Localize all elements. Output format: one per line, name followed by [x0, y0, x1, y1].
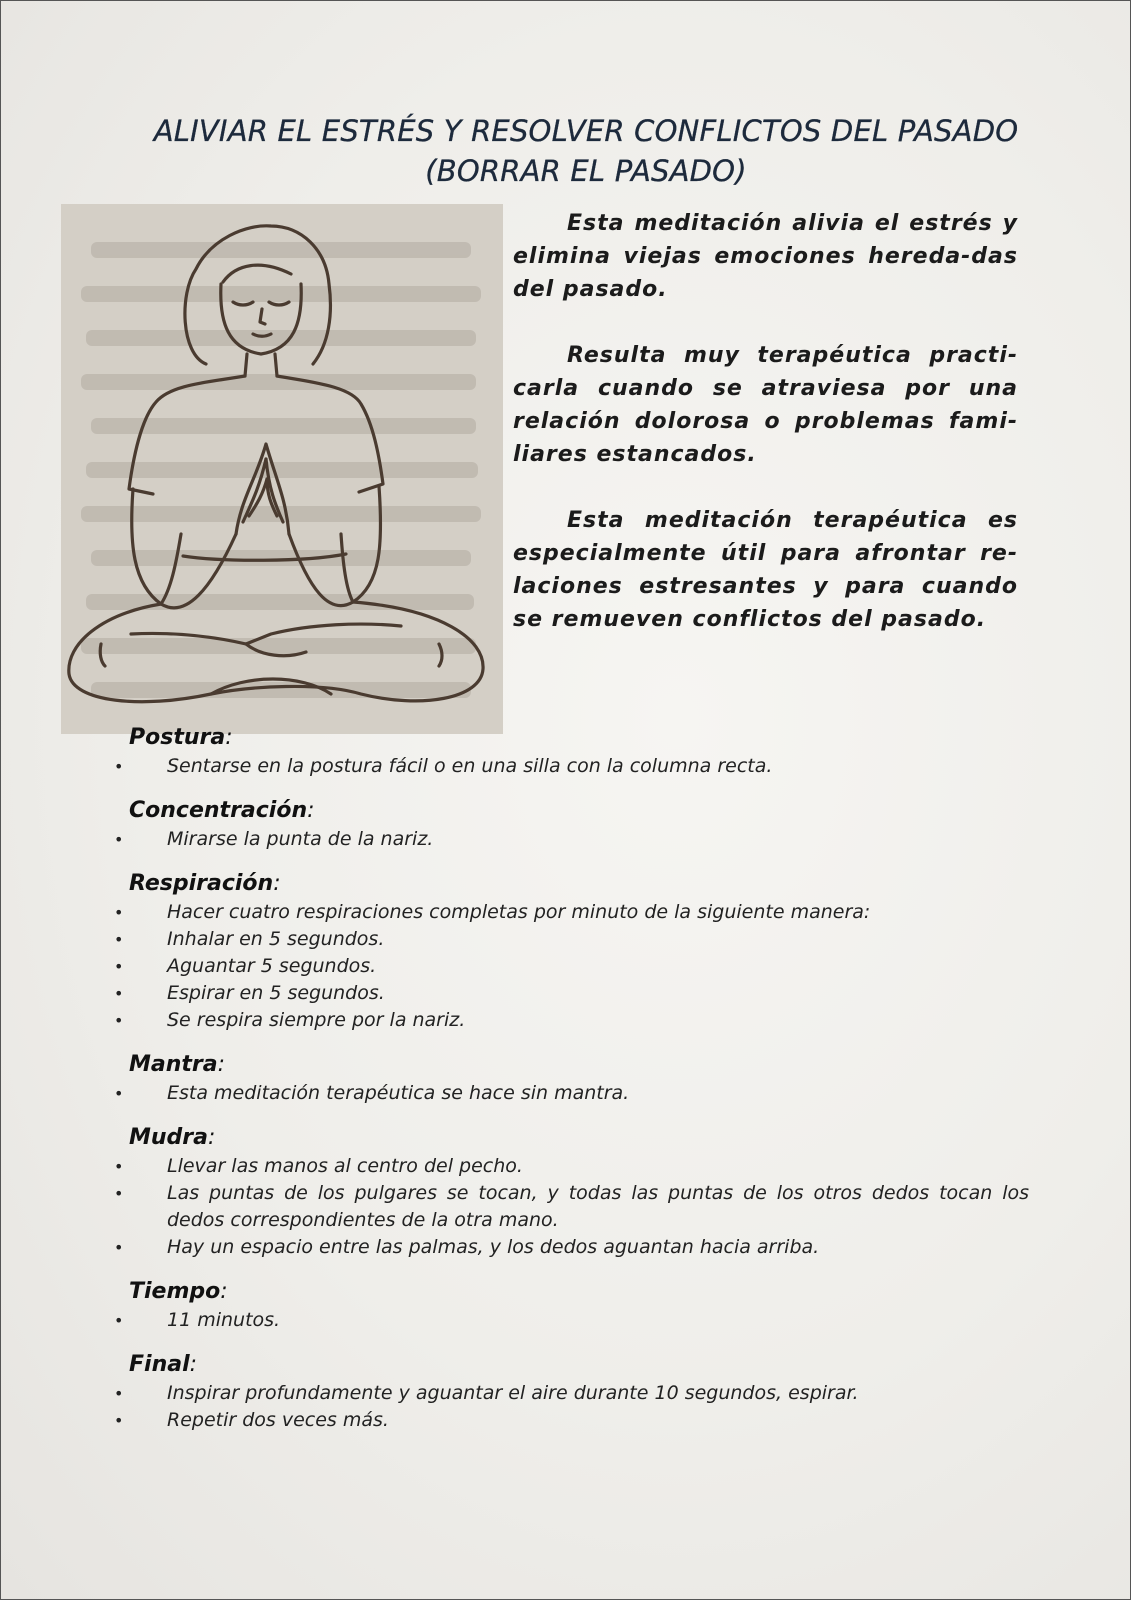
section-heading-label: Mudra: [129, 1125, 208, 1150]
section-heading: [129, 1050, 1029, 1080]
section-heading-colon: :: [225, 725, 233, 750]
list-item: [109, 899, 1029, 926]
bullet-icon: •: [114, 957, 124, 976]
list-item-text: Sentarse en la postura fácil o en una silla con la columna recta.: [167, 755, 773, 777]
list-item-text: Espirar en 5 segundos.: [167, 982, 385, 1004]
section-list: [109, 1080, 1029, 1107]
section-heading-colon: :: [307, 798, 315, 823]
section-heading: [129, 1277, 1029, 1307]
list-item: [109, 1080, 1029, 1107]
list-item: [109, 1307, 1029, 1334]
bullet-icon: •: [114, 1238, 124, 1257]
section-heading-label: Mantra: [129, 1052, 218, 1077]
list-item-text: Inspirar profundamente y aguantar el aire durante 10 segundos, espirar.: [167, 1382, 859, 1404]
bullet-icon: •: [114, 903, 124, 922]
list-item: [109, 1380, 1029, 1407]
section-heading-label: Postura: [129, 725, 226, 750]
intro-paragraph: Resulta muy terapéutica practi-carla cuando se atraviesa por una relación dolorosa o problemas fami-liares estancados.: [513, 343, 1018, 467]
bullet-icon: •: [114, 930, 124, 949]
list-item-text: Aguantar 5 segundos.: [167, 955, 377, 977]
section-heading-label: Concentración: [129, 798, 308, 823]
list-item: [109, 1234, 1029, 1261]
section-list: [109, 826, 1029, 853]
bullet-icon: •: [114, 1184, 124, 1203]
list-item-text: Mirarse la punta de la nariz.: [167, 828, 434, 850]
list-item-text: 11 minutos.: [167, 1309, 281, 1331]
bullet-icon: •: [114, 830, 124, 849]
bullet-icon: •: [114, 1311, 124, 1330]
list-item: [109, 926, 1029, 953]
list-item: [109, 1007, 1029, 1034]
list-item-text: Inhalar en 5 segundos.: [167, 928, 385, 950]
section-heading-label: Respiración: [129, 871, 274, 896]
intro-paragraph: Esta meditación terapéutica es especialmente útil para afrontar re-laciones estresantes y para cuando se remueven conflictos del pasado.: [513, 508, 1018, 632]
list-item-text: Llevar las manos al centro del pecho.: [167, 1155, 523, 1177]
section-heading: [129, 723, 1029, 753]
meditating-woman-illustration: [61, 204, 503, 734]
section-list: [109, 1153, 1029, 1261]
list-item-text: Hacer cuatro respiraciones completas por minuto de la siguiente manera:: [167, 901, 871, 923]
page-title-line1: ALIVIAR EL ESTRÉS Y RESOLVER CONFLICTOS DEL PASADO: [153, 114, 1019, 148]
list-item: [109, 826, 1029, 853]
intro-paragraph: Esta meditación alivia el estrés y elimina viejas emociones hereda-das del pasado.: [513, 211, 1018, 302]
section-list: [109, 1380, 1029, 1434]
section-heading-colon: :: [189, 1352, 198, 1377]
background-text-texture: [81, 242, 481, 698]
list-item: [109, 953, 1029, 980]
section-list: [109, 899, 1029, 1034]
bullet-icon: •: [114, 1011, 124, 1030]
list-item: [109, 1153, 1029, 1180]
page-title-line2: (BORRAR EL PASADO): [425, 154, 747, 188]
list-item: [109, 980, 1029, 1007]
list-item: [109, 1180, 1029, 1234]
section-heading-label: Tiempo: [129, 1279, 221, 1304]
list-item-text: Se respira siempre por la nariz.: [167, 1009, 466, 1031]
list-item: [109, 753, 1029, 780]
bullet-icon: •: [114, 1384, 124, 1403]
section-list: [109, 753, 1029, 780]
section-heading-colon: :: [217, 1052, 226, 1077]
bullet-icon: •: [114, 1157, 124, 1176]
bullet-icon: •: [114, 1084, 124, 1103]
bullet-icon: •: [114, 757, 124, 776]
section-heading-colon: :: [220, 1279, 228, 1304]
list-item-text: Hay un espacio entre las palmas, y los dedos aguantan hacia arriba.: [167, 1236, 820, 1258]
section-heading: [129, 869, 1029, 899]
section-heading: [129, 796, 1029, 826]
section-list: [109, 1307, 1029, 1334]
section-heading: [129, 1350, 1029, 1380]
list-item-text: Repetir dos veces más.: [167, 1409, 389, 1431]
section-heading-label: Final: [129, 1352, 190, 1377]
list-item-text: Esta meditación terapéutica se hace sin mantra.: [167, 1082, 630, 1104]
section-heading-colon: :: [208, 1125, 216, 1150]
instruction-sections: [109, 723, 1029, 1450]
section-heading-colon: :: [273, 871, 281, 896]
section-heading: [129, 1123, 1029, 1153]
list-item: [109, 1407, 1029, 1434]
bullet-icon: •: [114, 1411, 124, 1430]
bullet-icon: •: [114, 984, 124, 1003]
intro-text: [513, 207, 1018, 669]
list-item-text: Las puntas de los pulgares se tocan, y todas las puntas de los otros dedos tocan los dedos correspondientes de la otra mano.: [167, 1182, 1029, 1231]
